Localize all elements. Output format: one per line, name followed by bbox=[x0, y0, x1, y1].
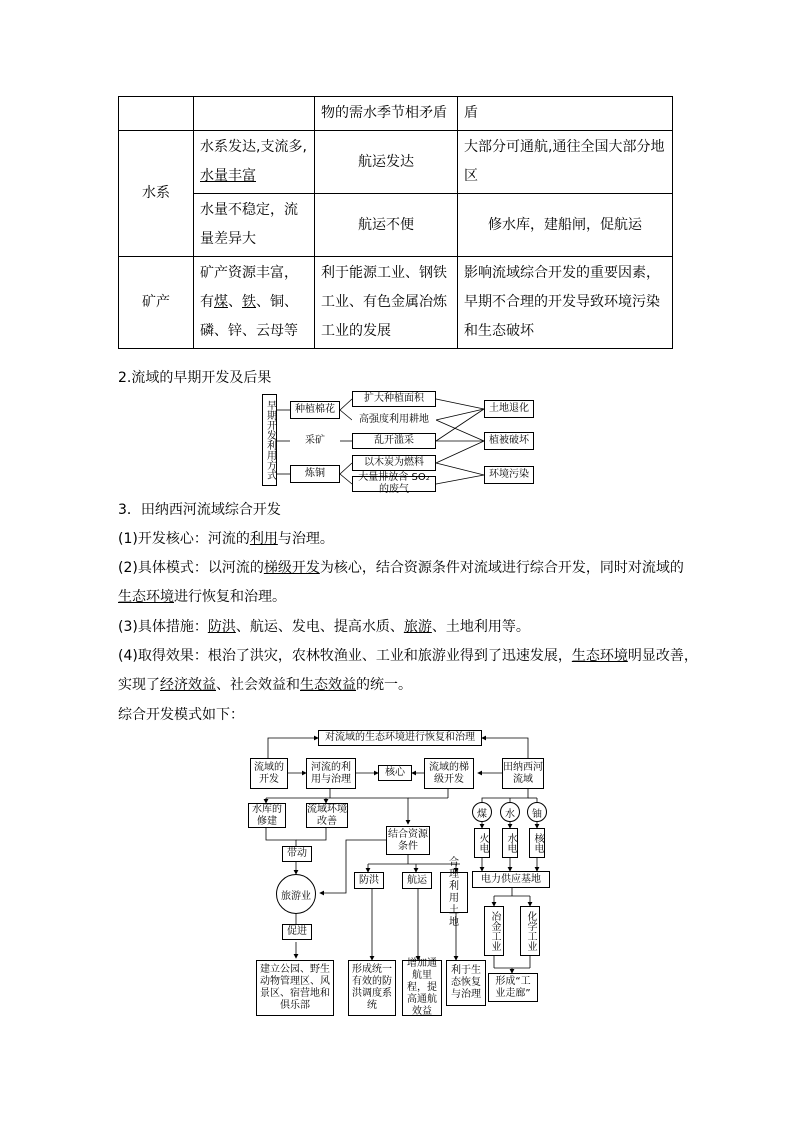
flow-box: 田纳西河流域 bbox=[502, 758, 544, 789]
table-cell: 航运发达 bbox=[315, 131, 458, 194]
table-cell: 盾 bbox=[458, 97, 673, 131]
flow-box: 核电 bbox=[529, 828, 545, 858]
paragraph: (1)开发核心：河流的利用与治理。 bbox=[118, 531, 334, 547]
result-box: 环境污染 bbox=[484, 466, 534, 484]
table-cell: 修水库，建船闸，促航运 bbox=[458, 194, 673, 257]
table-cell: 物的需水季节相矛盾 bbox=[315, 97, 458, 131]
action-box: 高强度利用耕地 bbox=[352, 412, 436, 428]
section3-title: 3．田纳西河流域综合开发 bbox=[118, 502, 281, 518]
paragraph: 生态环境进行恢复和治理。 bbox=[118, 589, 286, 605]
table-cell: 航运不便 bbox=[315, 194, 458, 257]
row-label-mineral: 矿产 bbox=[119, 257, 194, 349]
result-box: 土地退化 bbox=[484, 400, 534, 418]
flow-box: 水电 bbox=[502, 828, 518, 858]
table-cell: 矿产资源丰富，有煤、铁、铜、磷、锌、云母等 bbox=[194, 257, 315, 349]
table-cell: 大部分可通航,通往全国大部分地区 bbox=[458, 131, 673, 194]
flow-box: 增加通航里程，提高通航效益 bbox=[402, 960, 442, 1016]
flow-box: 流域的开发 bbox=[250, 758, 288, 789]
flow-box: 带动 bbox=[282, 846, 312, 862]
flow-box: 化学工业 bbox=[520, 906, 540, 956]
action-box: 乱开滥采 bbox=[352, 433, 436, 449]
coal-circle: 煤 bbox=[472, 802, 492, 822]
table-cell: 水量不稳定，流量差异大 bbox=[194, 194, 315, 257]
table-cell: 水系发达,支流多,水量丰富 bbox=[194, 131, 315, 194]
method-box: 采矿 bbox=[290, 432, 340, 450]
table-cell: 利于能源工业、钢铁工业、有色金属冶炼工业的发展 bbox=[315, 257, 458, 349]
flow-box: 形成“工业走廊” bbox=[488, 973, 538, 1002]
section2-title: 2.流域的早期开发及后果 bbox=[118, 370, 272, 386]
flow-box: 冶金工业 bbox=[484, 906, 504, 956]
flow-core-box: 核心 bbox=[378, 765, 412, 781]
flow-box: 结合资源条件 bbox=[386, 826, 430, 855]
flow-box: 电力供应基地 bbox=[472, 871, 550, 888]
method-box: 种植棉花 bbox=[290, 401, 340, 419]
paragraph: (2)具体模式：以河流的梯级开发为核心，结合资源条件对流域进行综合开发，同时对流域的 bbox=[118, 560, 684, 576]
early-side-label: 早期开发利用方式 bbox=[262, 394, 277, 486]
flow-box: 合理利用土地 bbox=[440, 872, 468, 913]
result-box: 植被破坏 bbox=[484, 432, 534, 450]
flow-box: 火电 bbox=[474, 828, 490, 858]
flow-box: 形成统一有效的防洪调度系统 bbox=[348, 960, 396, 1016]
flow-box: 利于生态恢复与治理 bbox=[446, 960, 486, 1006]
paragraph: (4)取得效果：根治了洪灾，农林牧渔业、工业和旅游业得到了迅速发展，生态环境明显改善， bbox=[118, 648, 698, 664]
flow-box: 水库的修建 bbox=[248, 803, 286, 828]
paragraph: 实现了经济效益、社会效益和生态效益的统一。 bbox=[118, 677, 412, 693]
flow-box: 建立公园、野生动物管理区、风景区、宿营地和俱乐部 bbox=[256, 960, 334, 1016]
paragraph: (3)具体措施：防洪、航运、发电、提高水质、旅游、土地利用等。 bbox=[118, 619, 530, 635]
flow-box: 促进 bbox=[282, 924, 312, 940]
water-circle: 水 bbox=[500, 802, 520, 822]
flow-box: 流域的梯级开发 bbox=[424, 758, 474, 789]
row-label-water: 水系 bbox=[119, 131, 194, 257]
flow-box: 河流的利用与治理 bbox=[306, 758, 356, 789]
action-box: 大量排放含 SO₂ 的废气 bbox=[352, 476, 436, 492]
flow-top-box: 对流域的生态环境进行恢复和治理 bbox=[318, 730, 482, 746]
uranium-circle: 铀 bbox=[527, 802, 547, 822]
tourism-circle: 旅游业 bbox=[276, 874, 316, 914]
flow-box: 防洪 bbox=[354, 872, 384, 889]
mode-title: 综合开发模式如下： bbox=[118, 707, 244, 723]
action-box: 扩大种植面积 bbox=[352, 391, 436, 407]
action-box: 以木炭为燃料 bbox=[352, 455, 436, 471]
flow-box: 流域环境改善 bbox=[307, 803, 347, 827]
flow-box: 航运 bbox=[402, 872, 432, 889]
table-cell: 影响流域综合开发的重要因素，早期不合理的开发导致环境污染和生态破坏 bbox=[458, 257, 673, 349]
method-box: 炼铜 bbox=[290, 465, 340, 483]
